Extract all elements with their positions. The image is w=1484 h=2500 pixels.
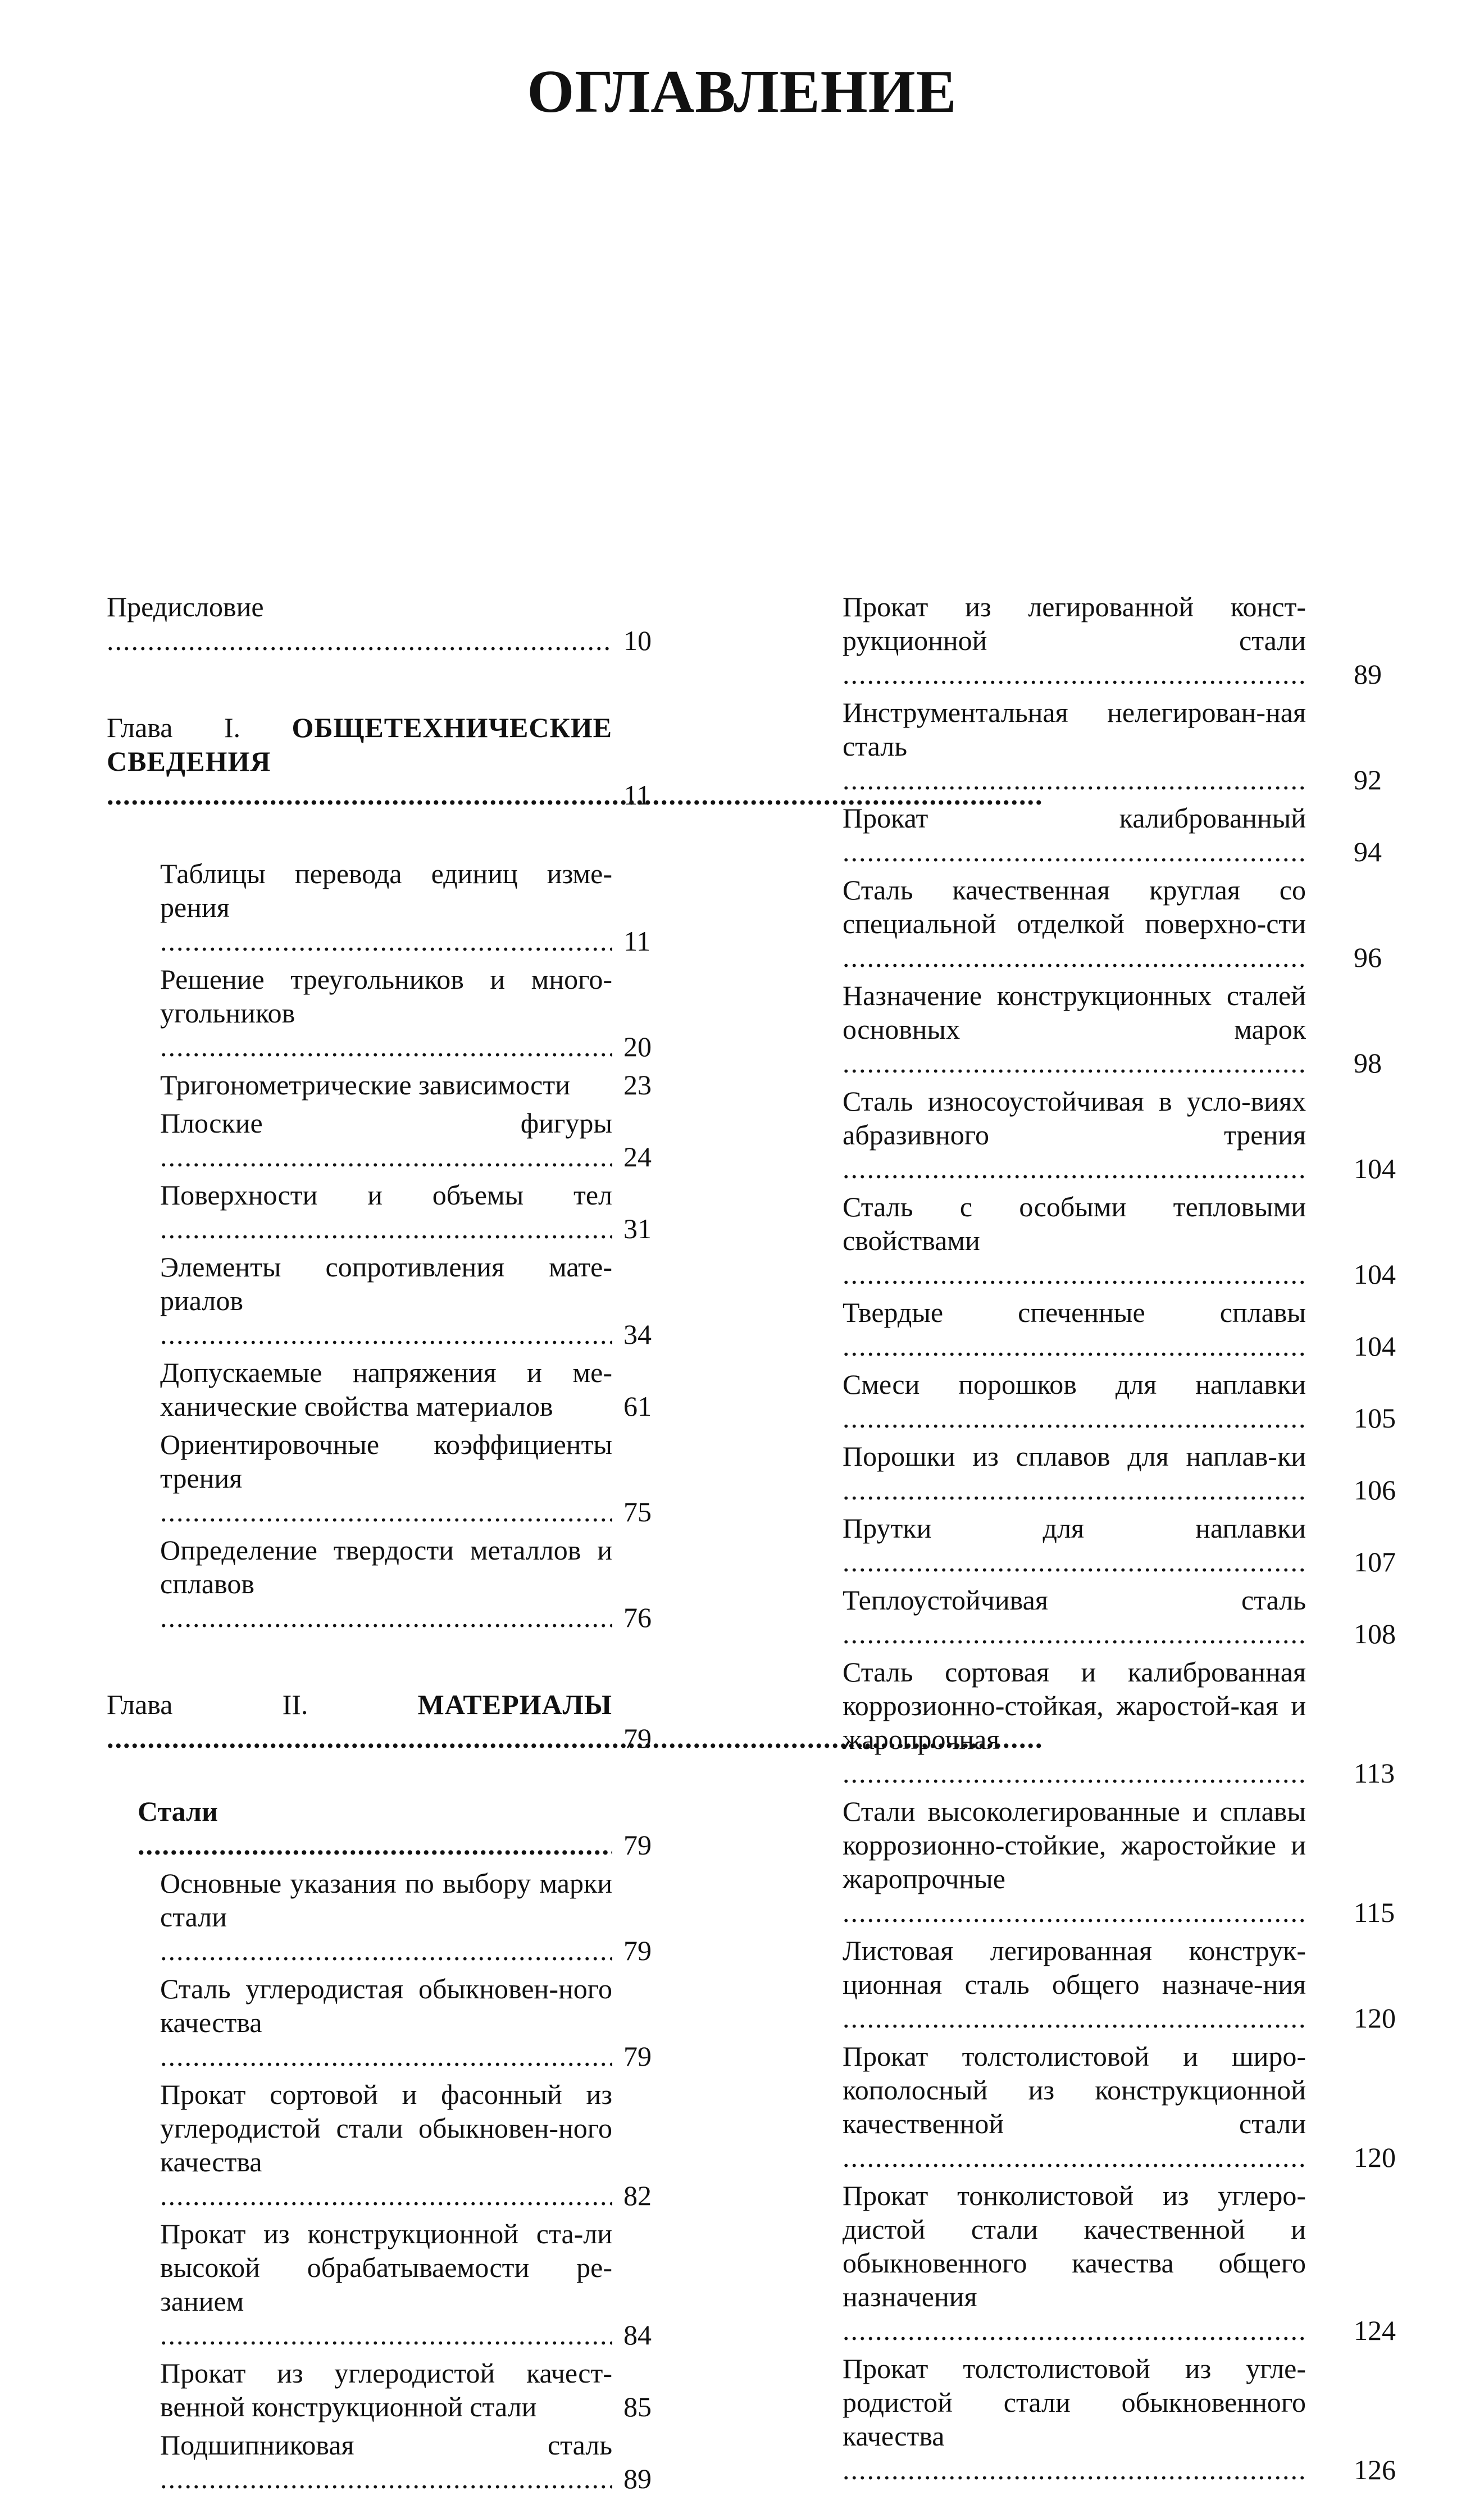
toc-page-number: 120 — [1354, 2142, 1396, 2173]
toc-entry-text: Прокат из конструкционной ста-ли высокой обрабатываемости ре-занием ..... — [160, 2217, 612, 2352]
toc-page-number: 105 — [1354, 1402, 1396, 1434]
toc-page-number: 106 — [1354, 1474, 1396, 1506]
toc-entry[interactable] — [107, 857, 691, 958]
toc-page-number: 120 — [1354, 2002, 1396, 2034]
toc-entry[interactable] — [107, 1068, 691, 1102]
toc-entry[interactable] — [107, 1178, 691, 1246]
chapter-title: ОБЩЕТЕХНИЧЕСКИЕ СВЕДЕНИЯ ..... — [107, 712, 1044, 811]
toc-entry-preface[interactable] — [107, 590, 691, 657]
toc-chapter-1[interactable] — [107, 711, 691, 812]
toc-entry-text: Допускаемые напряжения и ме-ханические свойства материалов — [160, 1357, 612, 1422]
toc-page-number: 113 — [1354, 1757, 1395, 1789]
toc-entry-text: Сталь сортовая и калиброванная коррозионно-стойкая, жаростой-кая и жаропрочная ..... — [843, 1655, 1306, 1790]
toc-chapter-2[interactable] — [107, 1688, 691, 1755]
toc-page-number: 76 — [623, 1602, 652, 1633]
toc-entry-text: Основные указания по выбору марки стали ..... — [160, 1866, 612, 1967]
toc-entry[interactable] — [843, 1296, 1404, 1363]
toc-page-number: 92 — [1354, 764, 1382, 796]
toc-page-number: 115 — [1354, 1897, 1395, 1928]
toc-chapter-heading — [107, 1688, 612, 1755]
toc-entry-text: Прокат калиброванный ..... — [843, 801, 1306, 869]
toc-entry-text: Прокат из углеродистой качест-венной конструкционной стали — [160, 2357, 612, 2422]
toc-entry[interactable] — [107, 2078, 691, 2212]
toc-entry[interactable] — [843, 1367, 1404, 1435]
toc-entry[interactable] — [843, 2039, 1404, 2174]
toc-entry-text: Прутки для наплавки ..... — [843, 1511, 1306, 1579]
toc-entry[interactable] — [107, 2217, 691, 2352]
toc-page-number: 107 — [1354, 1546, 1396, 1578]
toc-entry[interactable] — [843, 696, 1404, 797]
toc-page-number: 79 — [623, 1829, 652, 1861]
toc-entry-text: Прокат толстолистовой и широ-кополосный из конструкционной качественной стали ..... — [843, 2039, 1306, 2174]
toc-page-number: 61 — [623, 1390, 652, 1422]
toc-left-column — [107, 590, 691, 2500]
toc-entry[interactable] — [843, 1190, 1404, 1291]
toc-entry-text: Определение твердости металлов и сплавов ..... — [160, 1533, 612, 1634]
toc-page-number: 31 — [623, 1213, 652, 1244]
toc-page-number: 84 — [623, 2319, 652, 2351]
toc-right-column — [843, 590, 1404, 2491]
toc-entry[interactable] — [107, 1866, 691, 1967]
chapter-label: Глава II. — [107, 1689, 308, 1720]
toc-entry[interactable] — [843, 1511, 1404, 1579]
toc-page-number: 34 — [623, 1319, 652, 1350]
toc-page-number: 98 — [1354, 1047, 1382, 1079]
toc-entry-text: Смеси порошков для наплавки ..... — [843, 1367, 1306, 1435]
toc-entry-text: Предисловие ..... — [107, 590, 612, 657]
toc-entry-text: Ориентировочные коэффициенты трения ..... — [160, 1428, 612, 1529]
toc-entry-text: Решение треугольников и много-угольников ..... — [160, 962, 612, 1063]
toc-chapter-heading — [107, 711, 612, 812]
toc-page-number: 89 — [1354, 658, 1382, 690]
toc-section-title: Стали ..... — [138, 1794, 612, 1862]
toc-entry[interactable] — [843, 2352, 1404, 2487]
toc-entry-text: Элементы сопротивления мате-риалов ..... — [160, 1250, 612, 1351]
toc-entry[interactable] — [107, 2356, 691, 2424]
toc-page-number: 75 — [623, 1496, 652, 1528]
toc-entry[interactable] — [843, 2179, 1404, 2347]
toc-entry-text: Листовая легированная конструк-ционная сталь общего назначе-ния ..... — [843, 1934, 1306, 2035]
toc-entry-text: Плоские фигуры ..... — [160, 1106, 612, 1174]
toc-entry-text: Стали высоколегированные и сплавы коррозионно-стойкие, жаростойкие и жаропрочные ..... — [843, 1794, 1306, 1929]
toc-entry[interactable] — [107, 2428, 691, 2496]
toc-entry-text: Сталь качественная круглая со специальной отделкой поверхно-сти ..... — [843, 873, 1306, 974]
toc-entry[interactable] — [843, 1934, 1404, 2035]
toc-entry-text: Твердые спеченные сплавы ..... — [843, 1296, 1306, 1363]
toc-page-number: 108 — [1354, 1618, 1396, 1649]
toc-entry-text: Порошки из сплавов для наплав-ки ..... — [843, 1439, 1306, 1507]
toc-entry-text: Сталь износоустойчивая в усло-виях абразивного трения ..... — [843, 1084, 1306, 1185]
toc-page-number: 79 — [623, 1722, 652, 1754]
toc-entry-text: Тригонометрические зависимости — [160, 1069, 570, 1101]
toc-entry-text: Прокат из легированной конст-рукционной стали ..... — [843, 590, 1306, 691]
toc-entry[interactable] — [107, 1356, 691, 1423]
toc-entry[interactable] — [843, 801, 1404, 869]
toc-entry[interactable] — [843, 1583, 1404, 1651]
page-title: ОГЛАВЛЕНИЕ — [527, 58, 957, 125]
toc-entry-text: Инструментальная нелегирован-ная сталь ..... — [843, 696, 1306, 797]
toc-page-number: 96 — [1354, 942, 1382, 973]
toc-entry-text: Прокат тонколистовой из углеро-дистой стали качественной и обыкновенного качества общего назначения ..... — [843, 2179, 1306, 2347]
toc-entry-text: Сталь углеродистая обыкновен-ного качества ..... — [160, 1972, 612, 2073]
toc-entry[interactable] — [843, 1655, 1404, 1790]
toc-page-number: 126 — [1354, 2454, 1396, 2485]
toc-page-number: 79 — [623, 1935, 652, 1966]
toc-entry[interactable] — [843, 1439, 1404, 1507]
toc-page-number: 104 — [1354, 1153, 1396, 1184]
toc-entry[interactable] — [107, 1533, 691, 1634]
toc-entry-text: Назначение конструкционных сталей основных марок ..... — [843, 979, 1306, 1080]
toc-entry[interactable] — [843, 1084, 1404, 1185]
toc-entry[interactable] — [107, 1250, 691, 1351]
toc-page-number: 11 — [623, 925, 651, 957]
toc-entry[interactable] — [107, 962, 691, 1063]
toc-entry[interactable] — [843, 873, 1404, 974]
toc-page-number: 10 — [623, 625, 652, 656]
toc-entry-text: Поверхности и объемы тел ..... — [160, 1178, 612, 1246]
toc-page-number: 11 — [623, 779, 651, 811]
toc-entry-text: Прокат толстолистовой из угле-родистой стали обыкновенного качества ..... — [843, 2352, 1306, 2487]
toc-page-number: 104 — [1354, 1330, 1396, 1362]
chapter-title: МАТЕРИАЛЫ ..... — [107, 1689, 1044, 1754]
toc-entry[interactable] — [843, 1794, 1404, 1929]
toc-entry-text: Таблицы перевода единиц изме-рения ..... — [160, 857, 612, 958]
toc-page-number: 20 — [623, 1031, 652, 1062]
toc-section-steels[interactable] — [107, 1794, 691, 1862]
toc-entry[interactable] — [843, 590, 1404, 691]
toc-page-number: 89 — [623, 2463, 652, 2494]
toc-page-number: 79 — [623, 2040, 652, 2072]
toc-entry-text: Теплоустойчивая сталь ..... — [843, 1583, 1306, 1651]
toc-entry[interactable] — [107, 1106, 691, 1174]
toc-page-number: 94 — [1354, 836, 1382, 867]
toc-page-number: 124 — [1354, 2315, 1396, 2346]
toc-entry[interactable] — [107, 1428, 691, 1529]
chapter-label: Глава I. — [107, 712, 241, 743]
toc-page-number: 85 — [623, 2391, 652, 2422]
toc-page-number: 23 — [623, 1069, 652, 1101]
toc-entry-text: Подшипниковая сталь ..... — [160, 2428, 612, 2496]
toc-entry[interactable] — [843, 979, 1404, 1080]
toc-page-number: 82 — [623, 2180, 652, 2211]
toc-page-number: 24 — [623, 1141, 652, 1172]
toc-entry-text: Сталь с особыми тепловыми свойствами ..... — [843, 1190, 1306, 1291]
toc-entry-text: Прокат сортовой и фасонный из углеродистой стали обыкновен-ного качества ..... — [160, 2078, 612, 2212]
toc-entry[interactable] — [107, 1972, 691, 2073]
toc-page-number: 104 — [1354, 1258, 1396, 1290]
